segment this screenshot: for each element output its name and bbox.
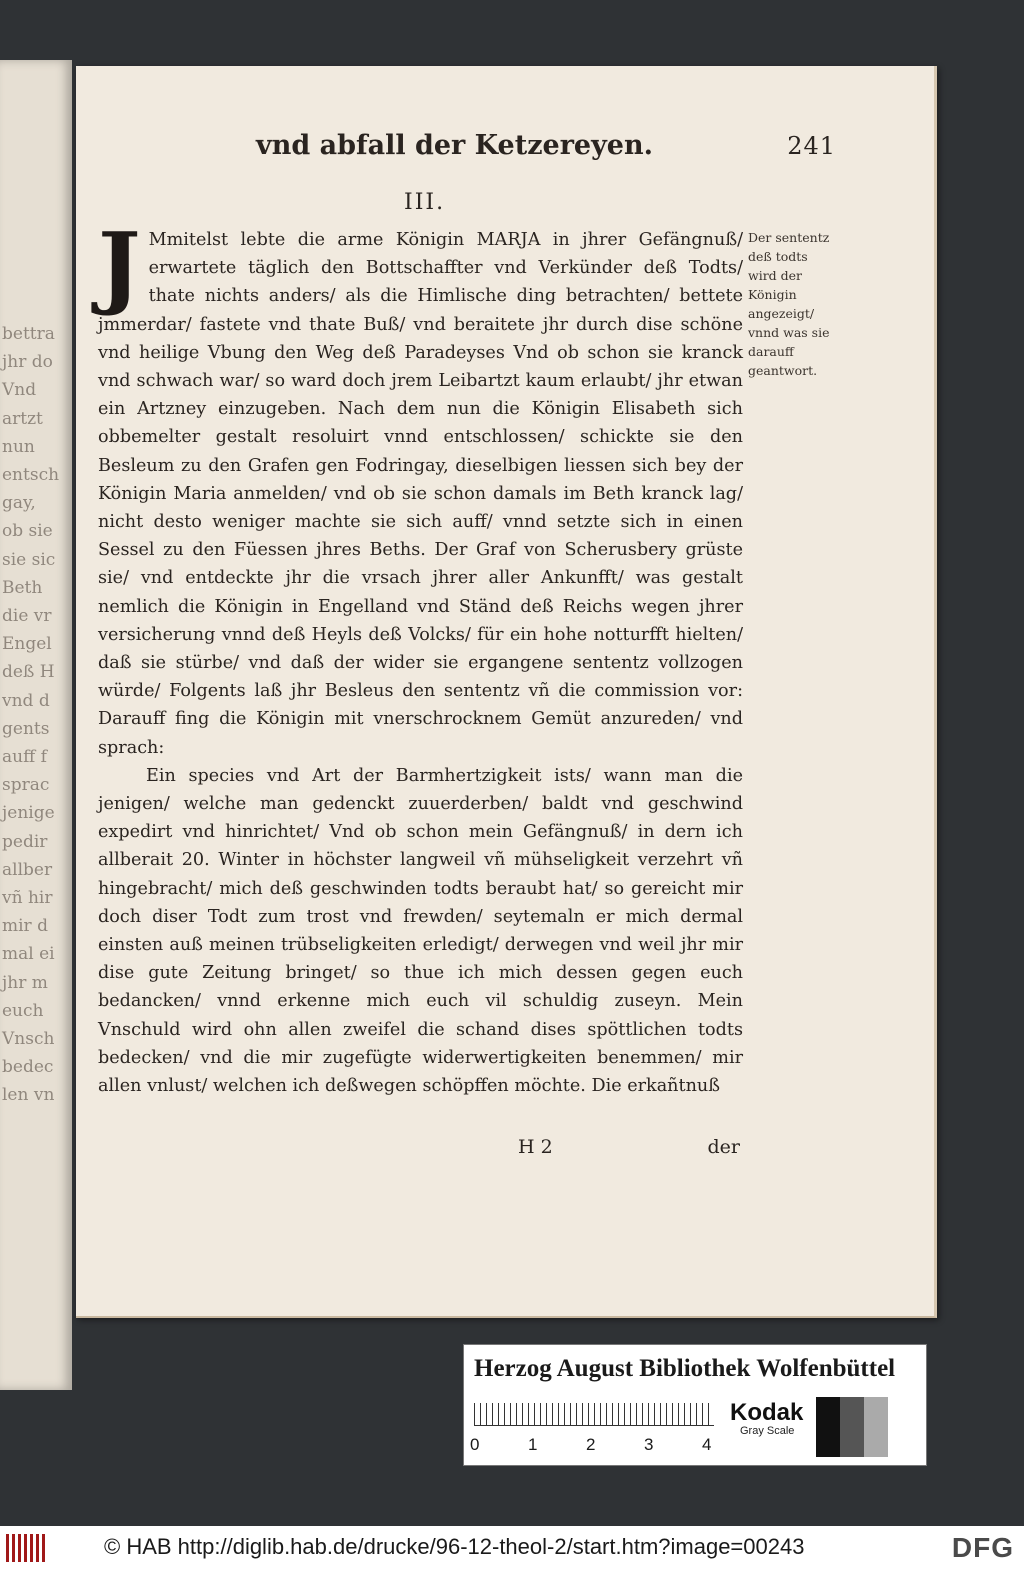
left-page-text-fragment: jhr do [2, 352, 53, 373]
page-number: 241 [787, 132, 836, 160]
left-page-text-fragment: jenige [2, 803, 55, 824]
book-page [76, 66, 937, 1318]
left-page-text-fragment: sprac [2, 775, 50, 796]
page-header [256, 130, 836, 170]
left-page-text-fragment: jhr m [2, 972, 48, 993]
gray-step-black [816, 1397, 840, 1457]
ruler-number: 1 [528, 1435, 538, 1454]
left-page-text-fragment: euch [2, 1000, 44, 1021]
footer-copyright-url[interactable]: © HAB http://diglib.hab.de/drucke/96-12-theol-2/start.htm?image=00243 [104, 1534, 805, 1559]
left-page-text-fragment: nun [2, 436, 35, 457]
section-number: III. [404, 190, 446, 215]
left-page-text-fragment: gay, [2, 493, 36, 514]
signature-mark: H 2 [518, 1136, 553, 1158]
footer-bar [0, 1526, 1024, 1570]
running-head: vnd abfall der Ketzereyen. [256, 130, 654, 161]
gray-step-mid [864, 1397, 888, 1457]
left-page-text-fragment: Beth [2, 577, 43, 598]
gray-scale-steps [816, 1397, 912, 1457]
left-page-text-fragment: bedec [2, 1057, 54, 1078]
left-page-text-fragment: Engel [2, 634, 52, 655]
left-page-fragment [0, 60, 72, 1390]
barcode-icon [6, 1534, 46, 1562]
left-page-text-fragment: ob sie [2, 521, 53, 542]
catchword: der [707, 1136, 740, 1158]
left-page-text-fragment: artzt [2, 408, 43, 429]
kodak-logo: Kodak [730, 1399, 804, 1426]
dfg-logo: DFG [951, 1532, 1014, 1563]
paragraph-1-text: Mmitelst lebte die arme Königin MARJA in jhrer Gefängnuß/ erwartete täglich den Bottschaffter vnd Verkünder deß Todts/ thate nichts anders/ als die Himlische ding betrachten/ bettete jmmerdar/ fastete vnd thate Buß/ vnd beraitete jhr durch dise schöne vnd heilige Vbung den Weg deß Paradeyses Vnd ob schon sie kranck vnd schwach war/ so ward doch jrem Leibartzt kaum erlaubt/ jhr etwan ein Artzney einzugeben. Nach dem nun die Königin Elisabeth sich obbemelter gestalt resoluirt vnnd entschlossen/ schickte sie den Besleum zu den Grafen gen Fodringay, dieselbigen liessen sich bey der Königin Maria anmelden/ vnd ob sie schon damals im Beth kranck lag/ nicht desto weniger machte sie sich auff/ vnnd setzte sich in einen Sessel zu den Füessen jhres Beths. Der Graf von Scherusbery grüste sie/ vnd entdeckte jhr die vrsach jhrer aller Ankunfft/ was gestalt nemlich die Königin in Engelland vnd Ständ deß Reichs wegen jhrer versicherung vnnd deß Heyls deß Volcks/ für ein hohe notturfft hielten/ daß sie stürbe/ vnd daß der wider sie ergangene sententz vollzogen würde/ Folgents laß jhr Besleus den sententz vñ die commission vor: Darauff fing die Königin mit vnerschrocknem Gemüt anzureden/ vnd sprach: [98, 230, 743, 758]
kodak-subtitle: Gray Scale [740, 1425, 795, 1437]
drop-cap: J [98, 213, 141, 319]
ruler-numbers [470, 1435, 730, 1457]
left-page-text-fragment: bettra [2, 324, 55, 344]
left-page-text-fragment: Vnd [2, 380, 37, 401]
ruler-number: 0 [470, 1435, 480, 1454]
ruler-number: 4 [702, 1435, 712, 1454]
kodak-gray-scale-card [463, 1344, 927, 1466]
left-page-text-fragment: auff f [2, 747, 47, 767]
left-page-text-fragment: deß H [2, 662, 55, 683]
left-page-text-fragment: entsch [2, 465, 60, 485]
ruler-scale [474, 1403, 714, 1426]
left-page-text-fragment: Vnsch [2, 1029, 55, 1049]
left-page-text-fragment: pedir [2, 831, 48, 852]
left-page-text-fragment: mal ei [2, 944, 55, 965]
marginal-note: Der sententz deß todts wird der Königin angezeigt/ vnnd was sie darauff geantwort. [748, 230, 830, 378]
left-page-text-fragment: sie sic [2, 549, 56, 570]
paragraph-1 [98, 213, 743, 762]
body-text [98, 213, 743, 1100]
left-page-text-fragment: allber [2, 859, 53, 880]
gray-step-dark [840, 1397, 864, 1457]
left-page-text-fragment: gents [2, 718, 50, 739]
left-page-text-fragment: mir d [2, 916, 48, 937]
gray-step-white [888, 1397, 912, 1457]
left-page-text-fragment: vnd d [2, 690, 50, 711]
paragraph-2: Ein species vnd Art der Barmhertzigkeit ists/ wann man die jenigen/ welche man gedenckt zuuerderben/ baldt vnd geschwind expedirt vnd hinrichtet/ Vnd ob schon mein Gefängnuß/ in dern ich allberait 20. Winter in höchster langweil vñ mühseligkeit verzehrt vñ hingebracht/ mich deß geschwinden todts beraubt hat/ so gereicht mir doch diser Todt zum trost vnd frewden/ seytemaln er mich dermal einsten auß meinen trübseligkeiten erledigt/ derwegen vnd weil jhr mir dise gute Zeitung bringet/ so thue ich mich dessen gegen euch bedancken/ vnnd erkenne mich euch vil schuldig zuseyn. Mein Vnschuld wird ohn allen zweifel die schand dises spöttlichen todts bedecken/ vnd die mir zugefügte widerwertigkeiten benemmen/ mir allen vnlust/ welchen ich deßwegen schöpffen möchte. Die erkañtnuß [98, 765, 743, 1097]
left-page-text-fragment: vñ hir [2, 888, 53, 908]
left-page-text-fragment: die vr [2, 606, 52, 626]
left-page-text-fragment: len vn [2, 1085, 55, 1106]
ruler-number: 2 [586, 1435, 596, 1454]
library-label: Herzog August Bibliothek Wolfenbüttel [474, 1355, 896, 1382]
ruler-number: 3 [644, 1435, 654, 1454]
